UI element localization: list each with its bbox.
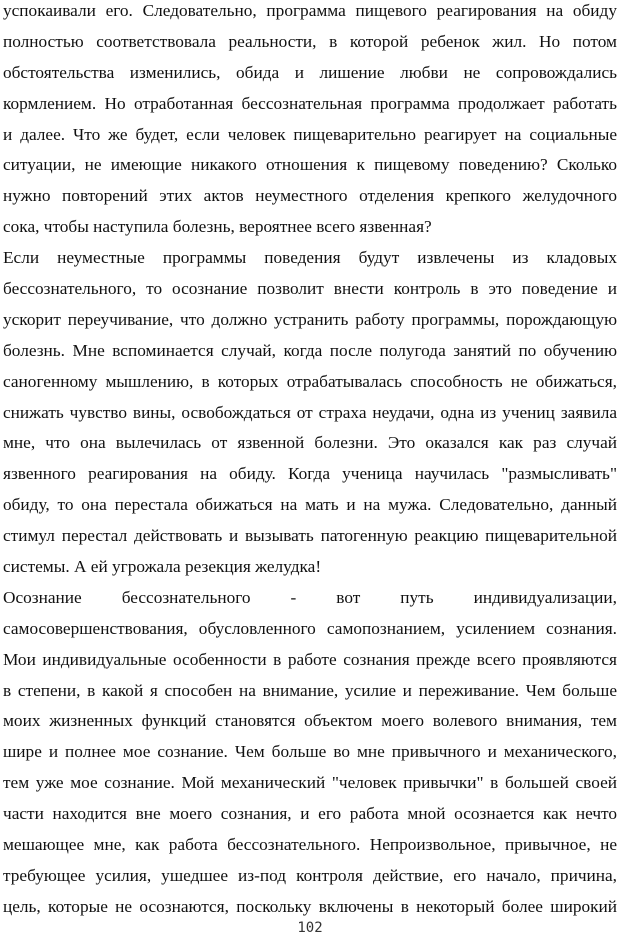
text-line: Осознание бессознательного - вот путь индивидуализации, xyxy=(3,587,617,607)
text-line: полностью соответствовала реальности, в которой ребенок жил. Но потом xyxy=(3,31,617,51)
text-line: ситуации, не имеющие никакого отношения к пищевому поведению? Сколько xyxy=(3,155,617,175)
paragraph-3 xyxy=(3,583,617,923)
text-line: ускорит переучивание, что должно устранить работу программы, порождающую xyxy=(3,309,617,329)
text-line: самосовершенствования, обусловленного самопознанием, усилением сознания. xyxy=(3,618,617,638)
text-line: стимул перестал действовать и вызывать патогенную реакцию пищеварительной xyxy=(3,526,617,546)
text-line: части находится вне моего сознания, и его работа мной осознается как нечто xyxy=(3,804,617,824)
text-line: бессознательного, то осознание позволит внести контроль в это поведение и xyxy=(3,279,617,299)
body-text xyxy=(3,0,617,923)
paragraph-1 xyxy=(3,0,617,243)
text-line: обиду, то она перестала обижаться на мать и на мужа. Следовательно, данный xyxy=(3,495,617,515)
text-line: кормлением. Но отработанная бессознательная программа продолжает работать xyxy=(3,93,617,113)
text-line: обстоятельства изменились, обида и лишение любви не сопровождались xyxy=(3,62,617,82)
text-line: мешающее мне, как работа бессознательного. Непроизвольное, привычное, не xyxy=(3,835,617,855)
text-line: в степени, в какой я способен на внимание, усилие и переживание. Чем больше xyxy=(3,680,617,700)
text-line: нужно повторений этих актов неуместного отделения крепкого желудочного xyxy=(3,186,617,206)
text-line: саногенному мышлению, в которых отрабатывалась способность не обижаться, xyxy=(3,371,617,391)
paragraph-2 xyxy=(3,243,617,583)
text-line: цель, которые не осознаются, поскольку включены в некоторый более широкий xyxy=(3,896,617,916)
text-line: системы. А ей угрожала резекция желудка! xyxy=(3,557,322,577)
text-line: мне, что она вылечилась от язвенной болезни. Это оказался как раз случай xyxy=(3,433,617,453)
text-line: болезнь. Мне вспоминается случай, когда после полугода занятий по обучению xyxy=(3,340,617,360)
text-line: Мои индивидуальные особенности в работе сознания прежде всего проявляются xyxy=(3,649,617,669)
text-line: успокаивали его. Следовательно, программа пищевого реагирования на обиду xyxy=(3,1,617,20)
text-line: снижать чувство вины, освобождаться от страха неудачи, одна из учениц заявила xyxy=(3,402,617,422)
text-line: и далее. Что же будет, если человек пищеварительно реагирует на социальные xyxy=(3,124,617,144)
text-line: шире и полнее мое сознание. Чем больше во мне привычного и механического, xyxy=(3,742,617,762)
text-line: сока, чтобы наступила болезнь, вероятнее всего язвенная? xyxy=(3,217,432,237)
text-line: язвенного реагирования на обиду. Когда ученица научилась "размысливать" xyxy=(3,464,617,484)
page-number: 102 xyxy=(297,920,323,936)
text-line: моих жизненных функций становятся объектом моего волевого внимания, тем xyxy=(3,711,617,731)
text-line: Если неуместные программы поведения будут извлечены из кладовых xyxy=(3,248,617,268)
text-line: требующее усилия, ушедшее из-под контроля действие, его начало, причина, xyxy=(3,865,617,885)
text-line: тем уже мое сознание. Мой механический "человек привычки" в большей своей xyxy=(3,773,617,793)
